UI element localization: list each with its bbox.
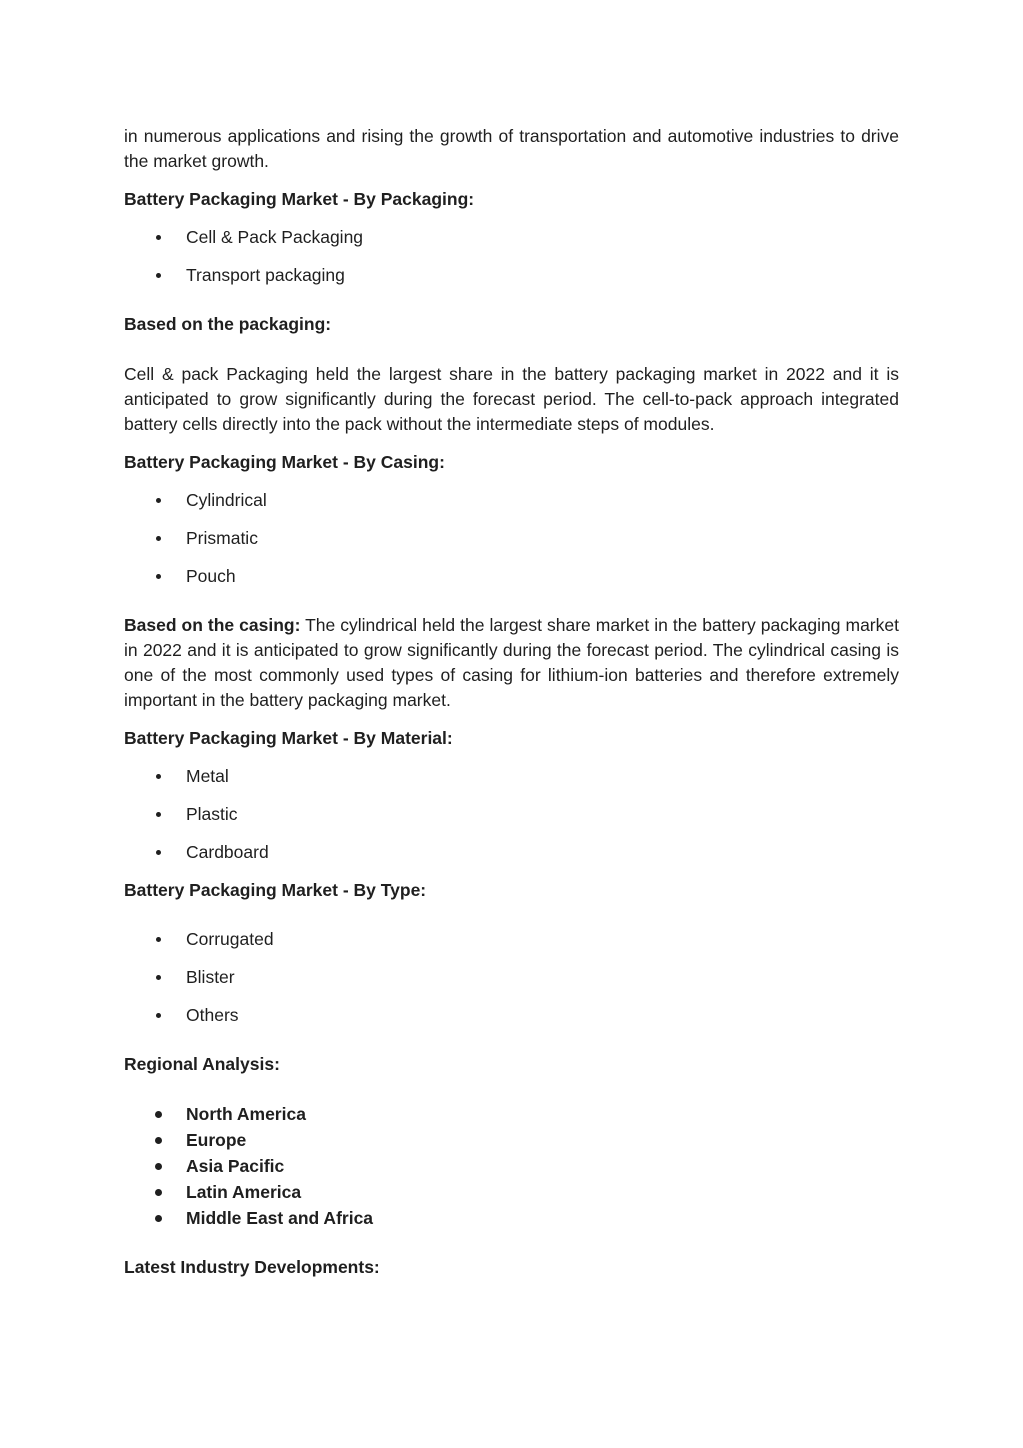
list-item: Others [124,1003,899,1041]
document-page [124,124,899,1280]
packaging-paragraph: Cell & pack Packaging held the largest share in the battery packaging market in 2022 and it is anticipated to grow significantly during the forecast period. The cell-to-pack approach integrated battery cells directly into the pack without the intermediate steps of modules. [124,364,899,434]
bullet-icon [156,975,161,980]
list-item: Cell & Pack Packaging [124,225,899,263]
list-item: Prismatic [124,526,899,564]
list-item: Cardboard [124,840,899,865]
heading-regional-analysis: Regional Analysis: [124,1054,280,1074]
heading-by-type: Battery Packaging Market - By Type: [124,880,427,900]
bullet-icon [156,937,161,942]
list-material [124,764,899,865]
bullet-icon [156,812,161,817]
bullet-icon [155,1111,162,1118]
list-item: Latin America [124,1180,899,1206]
heading-based-on-packaging: Based on the packaging: [124,314,332,334]
bullet-icon [156,536,161,541]
bullet-icon [156,850,161,855]
list-item: Blister [124,965,899,1003]
list-item: Corrugated [124,927,899,965]
heading-by-packaging: Battery Packaging Market - By Packaging: [124,189,475,209]
list-casing [124,488,899,602]
bullet-icon [156,498,161,503]
list-item: Middle East and Africa [124,1206,899,1232]
list-item: Europe [124,1128,899,1154]
bullet-icon [156,574,161,579]
heading-latest-developments: Latest Industry Developments: [124,1257,380,1277]
list-item: Pouch [124,564,899,602]
heading-by-material: Battery Packaging Market - By Material: [124,728,453,748]
bullet-icon [156,273,161,278]
bullet-icon [155,1137,162,1144]
list-type [124,927,899,1041]
list-packaging [124,225,899,301]
bullet-icon [155,1215,162,1222]
list-item: Metal [124,764,899,802]
bullet-icon [156,235,161,240]
casing-paragraph-text: The cylindrical held the largest share market in the battery packaging market in 2022 and it is anticipated to grow significantly during the forecast period. The cylindrical casing is one of the most commonly used types of casing for lithium-ion batteries and therefore extremely important in the battery packaging market. [124,615,899,710]
heading-by-casing: Battery Packaging Market - By Casing: [124,452,445,472]
casing-paragraph [124,613,899,713]
intro-paragraph: in numerous applications and rising the growth of transportation and automotive industries to drive the market growth. [124,126,899,171]
bullet-icon [156,774,161,779]
list-item: Plastic [124,802,899,840]
list-regions [124,1102,899,1232]
list-item: Asia Pacific [124,1154,899,1180]
bullet-icon [155,1189,162,1196]
list-item: North America [124,1102,899,1128]
list-item: Cylindrical [124,488,899,526]
bullet-icon [156,1013,161,1018]
casing-paragraph-label: Based on the casing: [124,615,301,635]
list-item: Transport packaging [124,263,899,301]
bullet-icon [155,1163,162,1170]
